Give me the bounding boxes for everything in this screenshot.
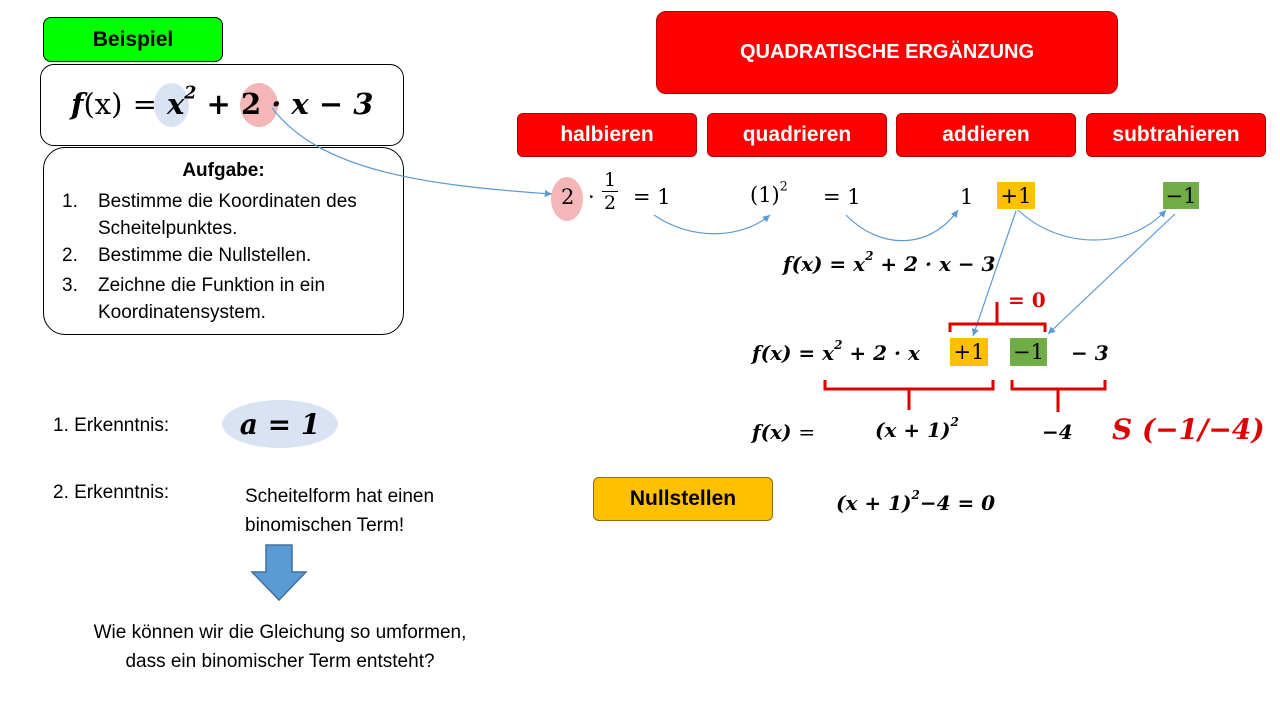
task-item-3: 3. Zeichne die Funktion in ein Koordinatensystem. <box>62 275 326 323</box>
eq2-minus-one: −1 <box>1010 338 1047 366</box>
eq3-const: −4 <box>1042 420 1073 444</box>
square-result: = 1 <box>823 185 861 209</box>
equation-vertex-form: f(x) = <box>752 420 816 444</box>
task-heading: Aufgabe: <box>182 160 265 181</box>
insight1-value: a = 1 <box>222 400 338 448</box>
vertex-result: S (−1/−4) <box>1112 413 1265 446</box>
square-base: $(1)^2$ <box>750 178 788 207</box>
step-halbieren: halbieren <box>517 113 697 157</box>
insight1-label: 1. Erkenntnis: <box>53 415 170 436</box>
eq3-binom: $(x + 1)^2$ <box>875 415 959 442</box>
step-quadrieren: quadrieren <box>707 113 887 157</box>
zeros-equation: $(x + 1)^2-4 = 0$ <box>836 488 996 515</box>
task-item-2: 2. Bestimme die Nullstellen. <box>62 245 312 266</box>
zeros-label: Nullstellen <box>593 477 773 521</box>
half-coef: 2 <box>561 185 575 209</box>
half-result: = 1 <box>633 185 671 209</box>
eq2-plus-one: +1 <box>950 338 988 366</box>
example-label: Beispiel <box>43 17 223 62</box>
half-fraction: 1 2 <box>603 169 617 214</box>
insight2-label: 2. Erkenntnis: <box>53 482 170 503</box>
add-plus-one: +1 <box>997 182 1035 209</box>
sub-minus-one: −1 <box>1163 182 1199 209</box>
step-subtrahieren: subtrahieren <box>1086 113 1266 157</box>
eq2-minus-three: − 3 <box>1071 341 1109 365</box>
equation-expanded: $f(x) = x^2 + 2 \cdot x$ <box>752 338 920 365</box>
example-formula: $f(x) = x^2 + 2 \cdot x - 3$ <box>71 83 374 121</box>
title-banner: QUADRATISCHE ERGÄNZUNG <box>656 11 1118 94</box>
step-addieren: addieren <box>896 113 1076 157</box>
equation-original: $f(x) = x^2 + 2 \cdot x - 3$ <box>783 249 996 276</box>
half-dot: · <box>588 185 595 209</box>
zero-label: = 0 <box>1008 288 1046 312</box>
insight2-text: Scheitelform hat einen binomischen Term! <box>245 486 435 536</box>
add-one: 1 <box>960 185 974 209</box>
task-item-1: 1. Bestimme die Koordinaten des Scheitelpunktes. <box>62 191 357 239</box>
question-text: Wie können wir die Gleichung so umformen, dass ein binomischer Term entsteht? <box>93 622 467 672</box>
